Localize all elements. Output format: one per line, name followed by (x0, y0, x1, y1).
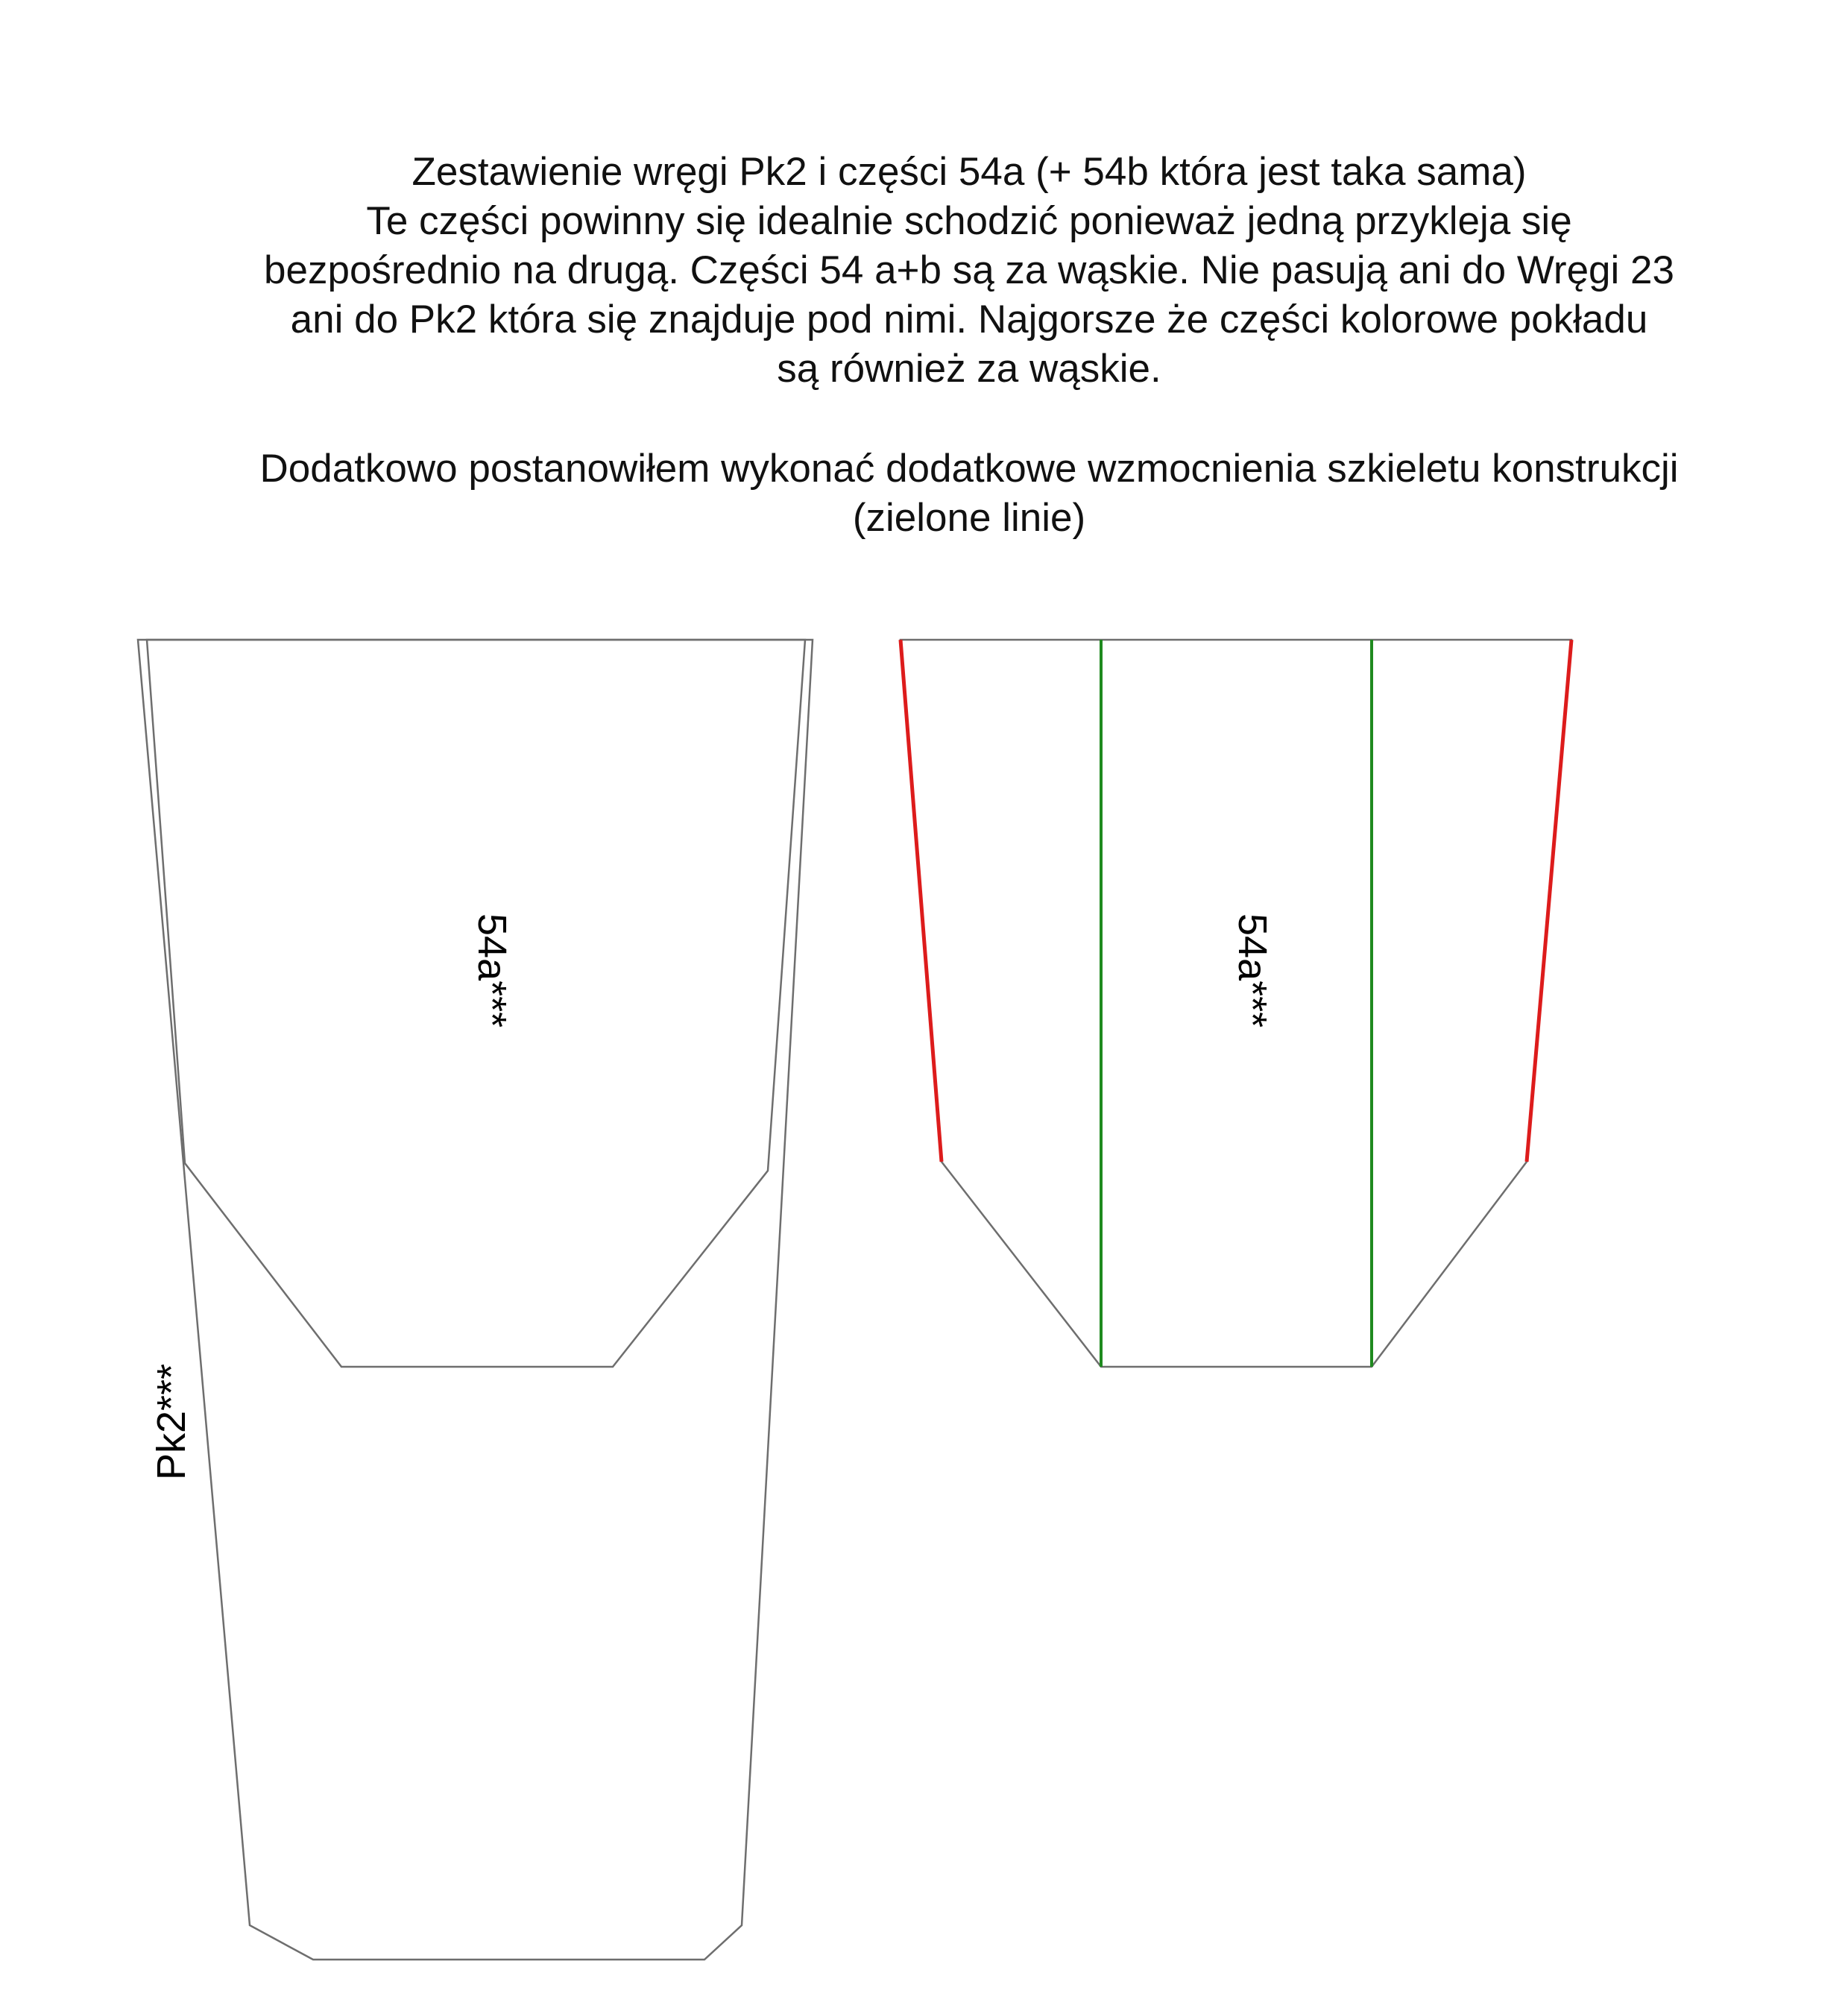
left-edge-red-line (901, 640, 942, 1162)
right-diagram (901, 640, 1571, 1367)
right-edge-red-line (1527, 640, 1571, 1162)
part-54a-label: 54a*** (470, 913, 514, 1028)
description-line: ani do Pk2 która się znajduje pod nimi. Najgorsze że części kolorowe pokładu (290, 298, 1648, 342)
left-diagram (138, 640, 813, 1960)
description-line: (zielone linie) (852, 496, 1086, 540)
pk2-frame-outline (138, 640, 813, 1960)
description-line: Dodatkowo postanowiłem wykonać dodatkowe wzmocnienia szkieletu konstrukcji (259, 447, 1679, 491)
pk2-frame-label: Pk2*** (149, 1363, 194, 1480)
part-54a-label: 54a*** (1230, 913, 1275, 1028)
description-line: są również za wąskie. (777, 347, 1161, 391)
description-line: Zestawienie wręgi Pk2 i części 54a (+ 54b która jest taka sama) (411, 150, 1527, 194)
description-line: bezpośrednio na drugą. Części 54 a+b są za wąskie. Nie pasują ani do Wręgi 23 (264, 248, 1674, 292)
description-line: Te części powinny się idealnie schodzić ponieważ jedną przykleja się (366, 199, 1572, 243)
